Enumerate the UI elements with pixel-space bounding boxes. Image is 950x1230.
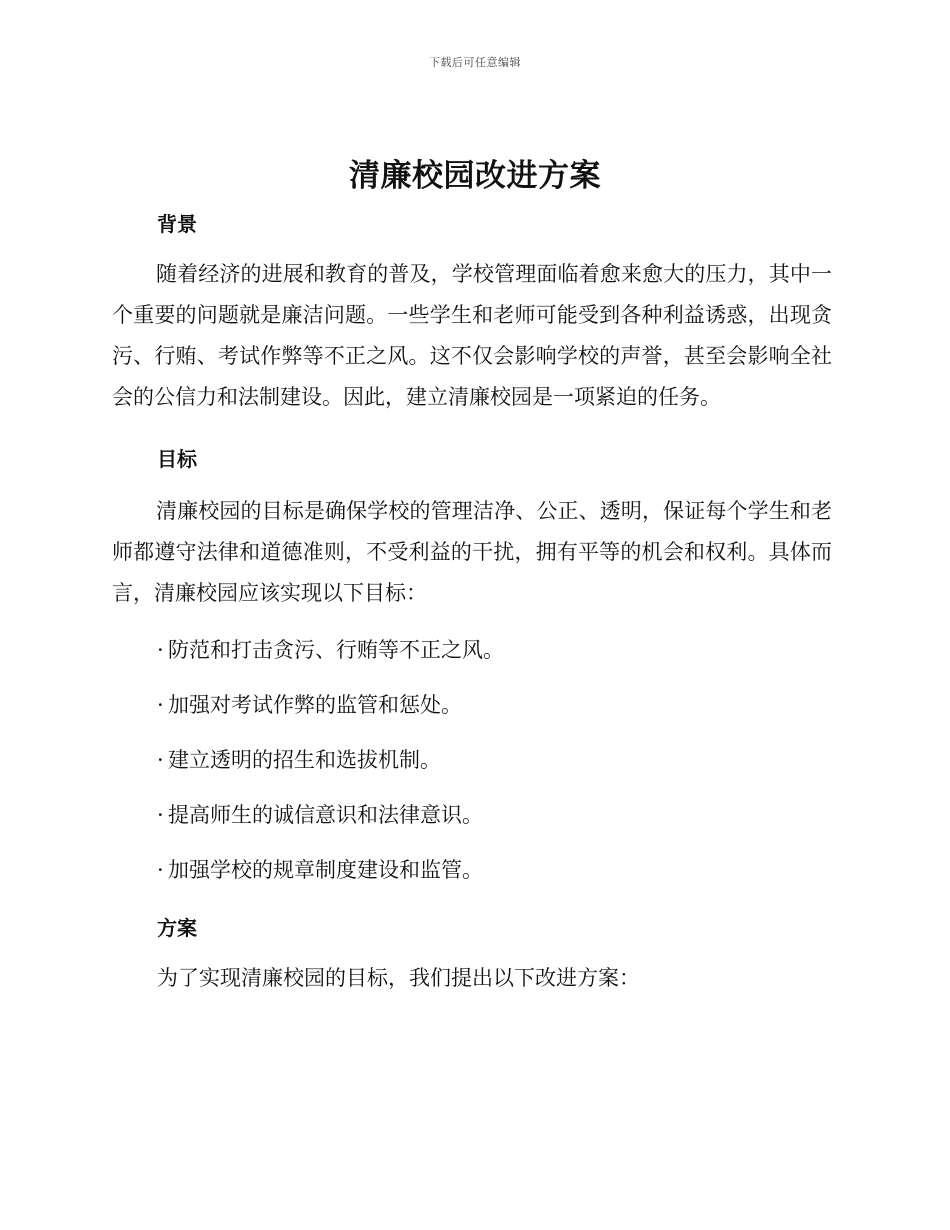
bullet-icon: · [157,803,164,827]
list-item-text: 建立透明的招生和选拔机制。 [168,748,441,772]
section-heading-goals: 目标 [157,447,197,471]
goals-paragraph: 清廉校园的目标是确保学校的管理洁净、公正、透明，保证每个学生和老师都遵守法律和道德准则，不受利益的干扰，拥有平等的机会和权利。具体而言，清廉校园应该实现以下目标： [112,499,832,605]
goals-list [157,632,504,907]
list-item-text: 提高师生的诚信意识和法律意识。 [168,803,483,827]
list-item-text: 加强对考试作弊的监管和惩处。 [168,693,462,717]
bullet-icon: · [157,858,164,882]
bullet-icon: · [157,748,164,772]
list-item [157,797,504,852]
background-paragraph: 随着经济的进展和教育的普及，学校管理面临着愈来愈大的压力，其中一个重要的问题就是廉洁问题。一些学生和老师可能受到各种利益诱惑，出现贪污、行贿、考试作弊等不正之风。这不仅会影响学校的声誉，甚至会影响全社会的公信力和法制建设。因此，建立清廉校园是一项紧迫的任务。 [112,262,832,409]
bullet-icon: · [157,638,164,662]
section-heading-plan: 方案 [157,916,197,940]
section-heading-background: 背景 [157,212,197,236]
header-note: 下载后可任意编辑 [429,56,521,69]
list-item [157,852,504,907]
plan-intro: 为了实现清廉校园的目标，我们提出以下改进方案： [157,966,640,990]
list-item-text: 防范和打击贪污、行贿等不正之风。 [168,638,504,662]
list-item [157,742,504,797]
list-item [157,687,504,742]
list-item-text: 加强学校的规章制度建设和监管。 [168,858,483,882]
document-title: 清廉校园改进方案 [349,158,601,194]
list-item [157,632,504,687]
bullet-icon: · [157,693,164,717]
